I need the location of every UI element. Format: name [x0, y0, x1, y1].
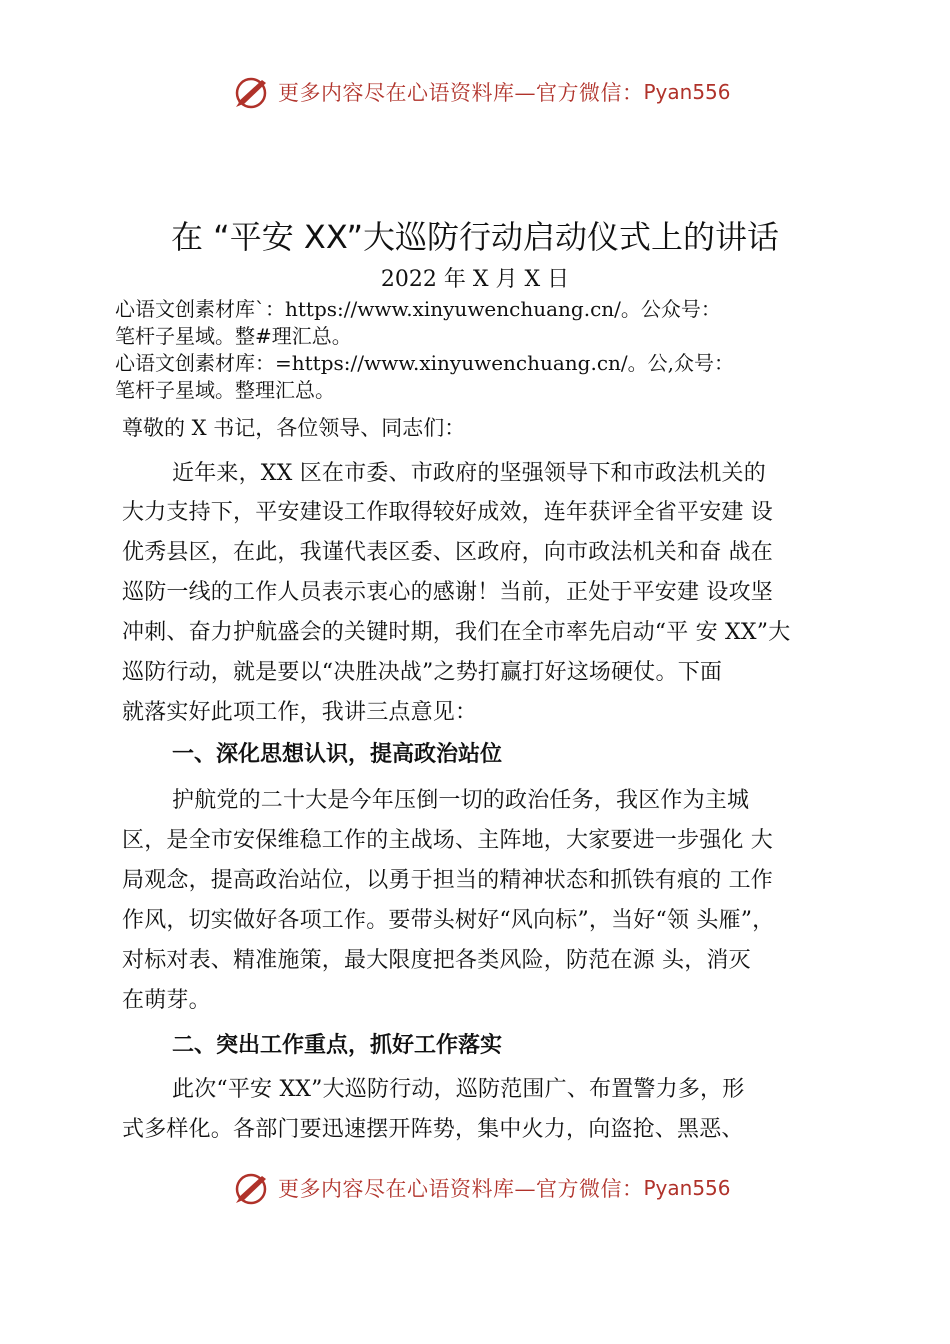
banner-wechat-id: Pyan556: [643, 1176, 731, 1200]
document-title: 在 “平安 XX”大巡防行动启动仪式上的讲话: [170, 218, 780, 256]
source-note-line: 心语文创素材库：=https://www.xinyuwenchuang.cn/。公,众号：: [115, 351, 735, 375]
banner-text: 更多内容尽在心语资料库—官方微信：: [278, 81, 644, 105]
body-line: 近年来，XX 区在市委、市政府的坚强领导下和市政法机关的: [172, 461, 766, 486]
source-note-line: 心语文创素材库`：https://www.xinyuwenchuang.cn/。公众号：: [115, 297, 721, 321]
body-line: 优秀县区，在此，我谨代表区委、区政府，向市政法机关和奋 战在: [122, 540, 773, 565]
document-date: 2022 年 X 月 X 日: [380, 267, 570, 292]
body-line: 在萌芽。: [122, 988, 211, 1013]
pen-logo-icon: [232, 72, 272, 112]
source-note-line: 笔杆子星域。整#理汇总。: [115, 324, 352, 348]
body-line: 就落实好此项工作，我讲三点意见：: [122, 700, 478, 725]
banner-text: 更多内容尽在心语资料库—官方微信：: [278, 1177, 644, 1201]
body-line: 巡防一线的工作人员表示衷心的感谢！当前，正处于平安建 设攻坚: [122, 580, 773, 605]
source-note-line: 笔杆子星域。整理汇总。: [115, 378, 335, 402]
greeting: 尊敬的 X 书记，各位领导、同志们：: [122, 416, 466, 440]
body-line: 区，是全市安保维稳工作的主战场、主阵地，大家要进一步强化 大: [122, 828, 773, 853]
pen-logo-icon: [232, 1168, 272, 1208]
body-line: 局观念，提高政治站位，以勇于担当的精神状态和抓铁有痕的 工作: [122, 868, 773, 893]
header-banner: [232, 72, 792, 112]
source-note: [115, 350, 835, 404]
body-line: 大力支持下，平安建设工作取得较好成效，连年获评全省平安建 设: [122, 500, 773, 525]
section-heading-1: 一、深化思想认识，提高政治站位: [172, 742, 503, 767]
body-line: 护航党的二十大是今年压倒一切的政治任务，我区作为主城: [172, 788, 750, 813]
body-line: 冲刺、奋力护航盛会的关键时期，我们在全市率先启动“平 安 XX”大: [122, 620, 791, 645]
body-line: 式多样化。各部门要迅速摆开阵势，集中火力，向盗抢、黑恶、: [122, 1117, 744, 1142]
body-line: 作风，切实做好各项工作。要带头树好“风向标”，当好“领 头雁”，: [122, 908, 775, 933]
source-note: [115, 296, 835, 350]
body-line: 巡防行动，就是要以“决胜决战”之势打赢打好这场硬仗。下面: [122, 660, 723, 685]
banner-wechat-id: Pyan556: [643, 80, 731, 104]
footer-banner: [232, 1168, 792, 1208]
body-line: 对标对表、精准施策，最大限度把各类风险，防范在源 头，消灭: [122, 948, 751, 973]
section-heading-2: 二、突出工作重点，抓好工作落实: [172, 1033, 503, 1058]
body-line: 此次“平安 XX”大巡防行动，巡防范围广、布置警力多，形: [172, 1077, 745, 1102]
